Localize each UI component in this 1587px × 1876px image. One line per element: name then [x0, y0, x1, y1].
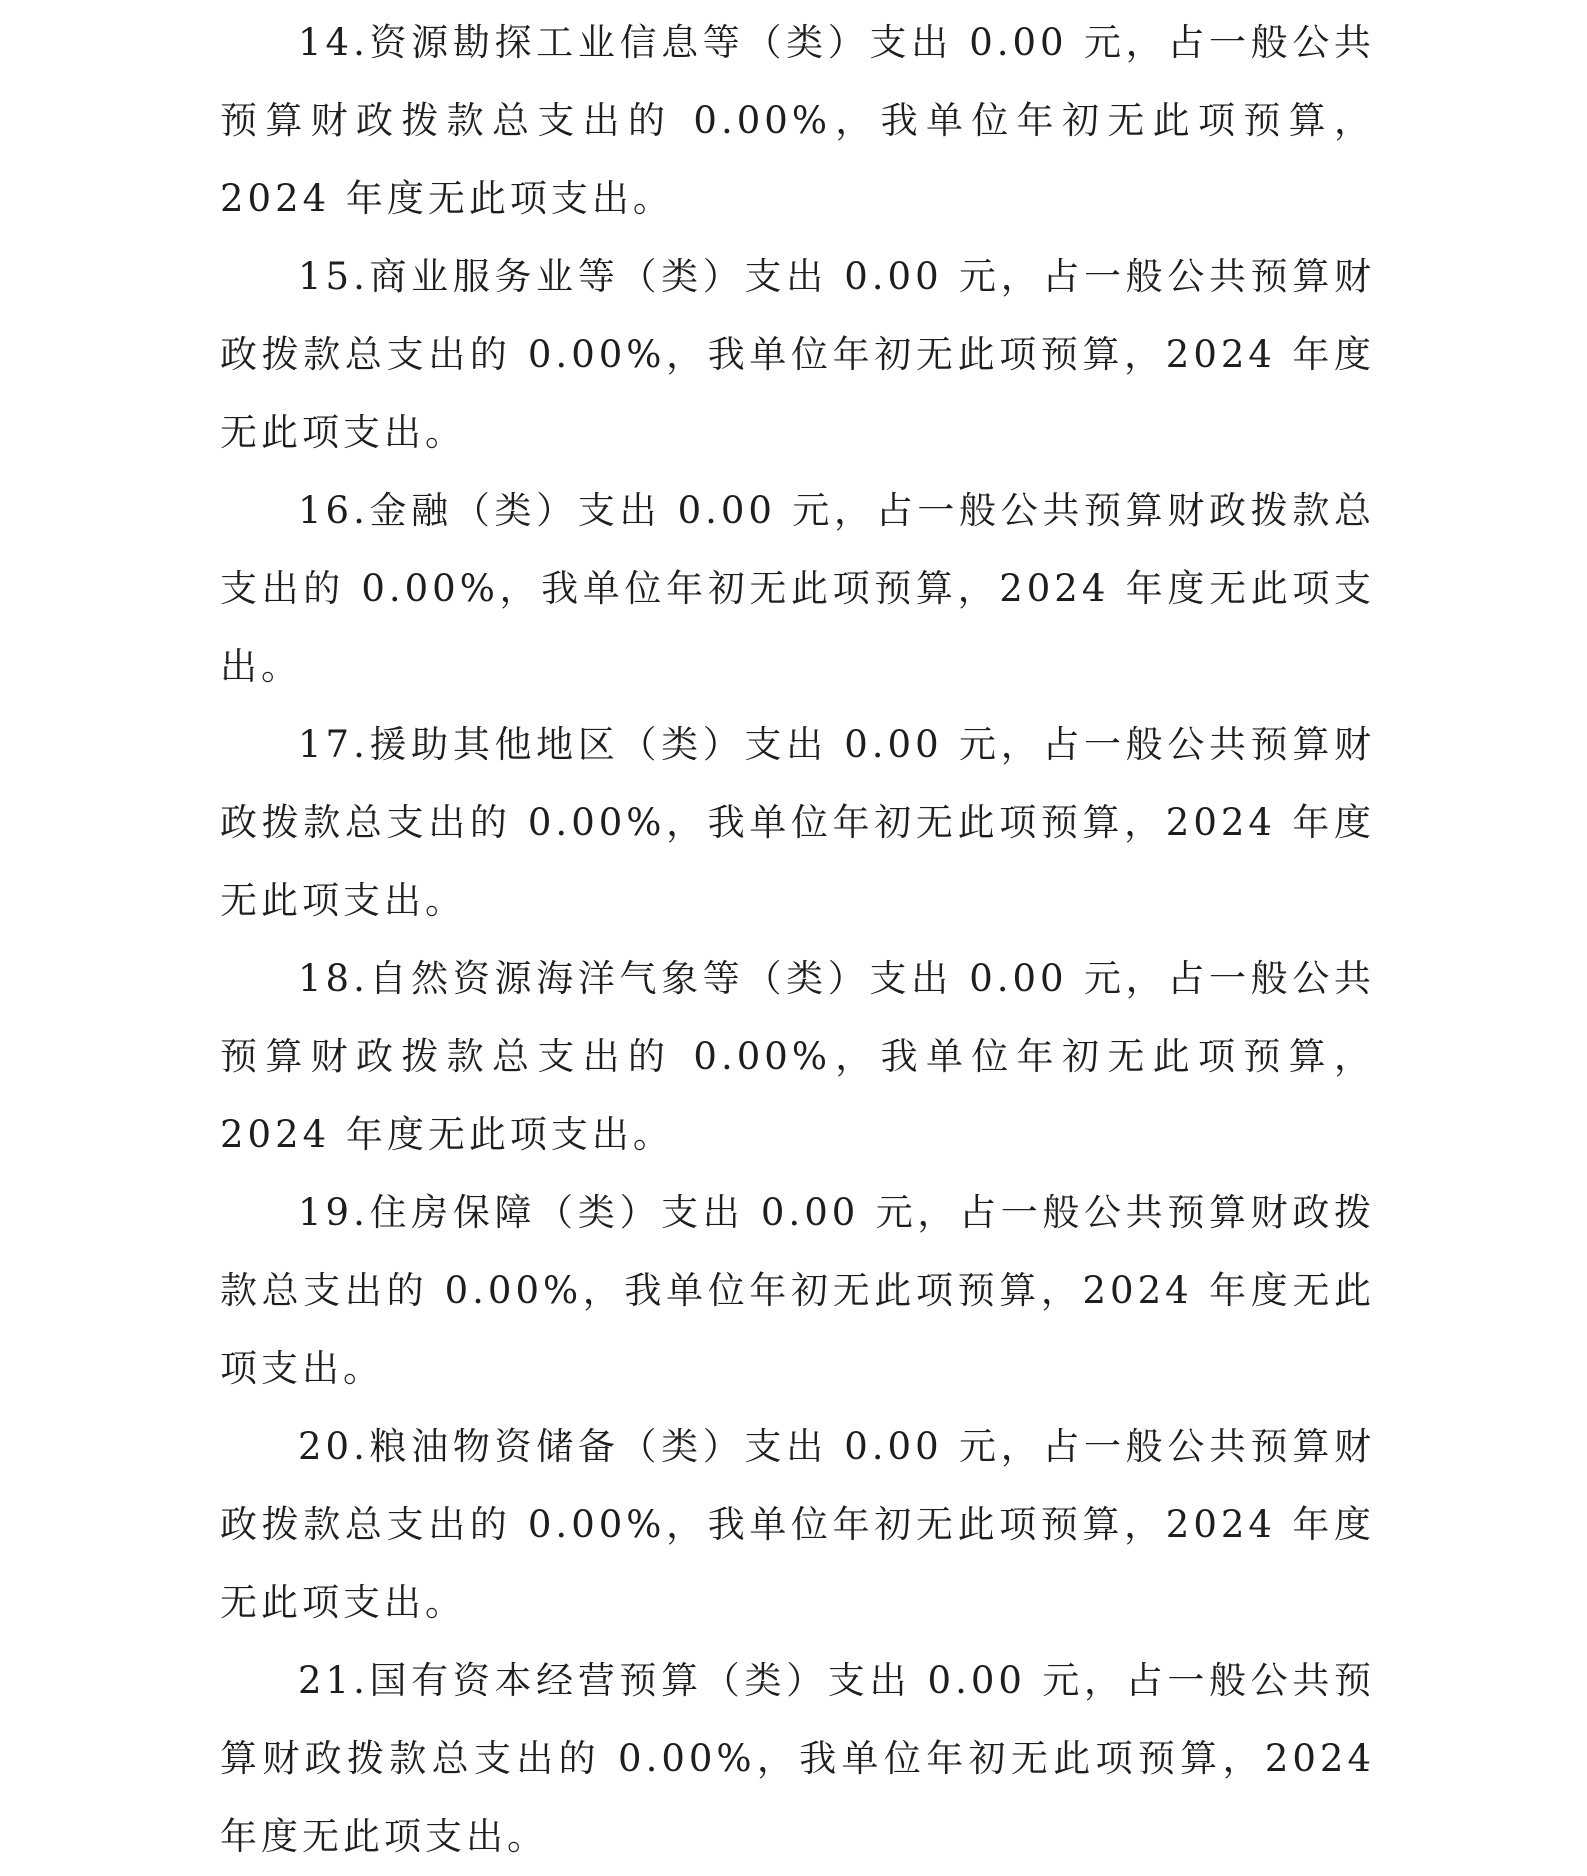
paragraph-item-20: 20.粮油物资储备（类）支出 0.00 元，占一般公共预算财政拨款总支出的 0.00%，我单位年初无此项预算，2024 年度无此项支出。	[220, 1425, 1375, 1624]
paragraph-item-18: 18.自然资源海洋气象等（类）支出 0.00 元，占一般公共预算财政拨款总支出的 0.00%，我单位年初无此项预算，2024 年度无此项支出。	[220, 957, 1375, 1156]
paragraph-item-19: 19.住房保障（类）支出 0.00 元，占一般公共预算财政拨款总支出的 0.00%，我单位年初无此项预算，2024 年度无此项支出。	[220, 1191, 1375, 1390]
paragraph-item-21: 21.国有资本经营预算（类）支出 0.00 元，占一般公共预算财政拨款总支出的 0.00%，我单位年初无此项预算，2024 年度无此项支出。	[220, 1659, 1375, 1858]
paragraph-item-16: 16.金融（类）支出 0.00 元，占一般公共预算财政拨款总支出的 0.00%，我单位年初无此项预算，2024 年度无此项支出。	[220, 489, 1375, 688]
paragraph-item-17: 17.援助其他地区（类）支出 0.00 元，占一般公共预算财政拨款总支出的 0.00%，我单位年初无此项预算，2024 年度无此项支出。	[220, 723, 1375, 922]
paragraph-item-15: 15.商业服务业等（类）支出 0.00 元，占一般公共预算财政拨款总支出的 0.00%，我单位年初无此项预算，2024 年度无此项支出。	[220, 255, 1375, 454]
paragraph-item-14: 14.资源勘探工业信息等（类）支出 0.00 元，占一般公共预算财政拨款总支出的 0.00%，我单位年初无此项预算，2024 年度无此项支出。	[220, 21, 1375, 220]
document-page	[220, 4, 1375, 1876]
